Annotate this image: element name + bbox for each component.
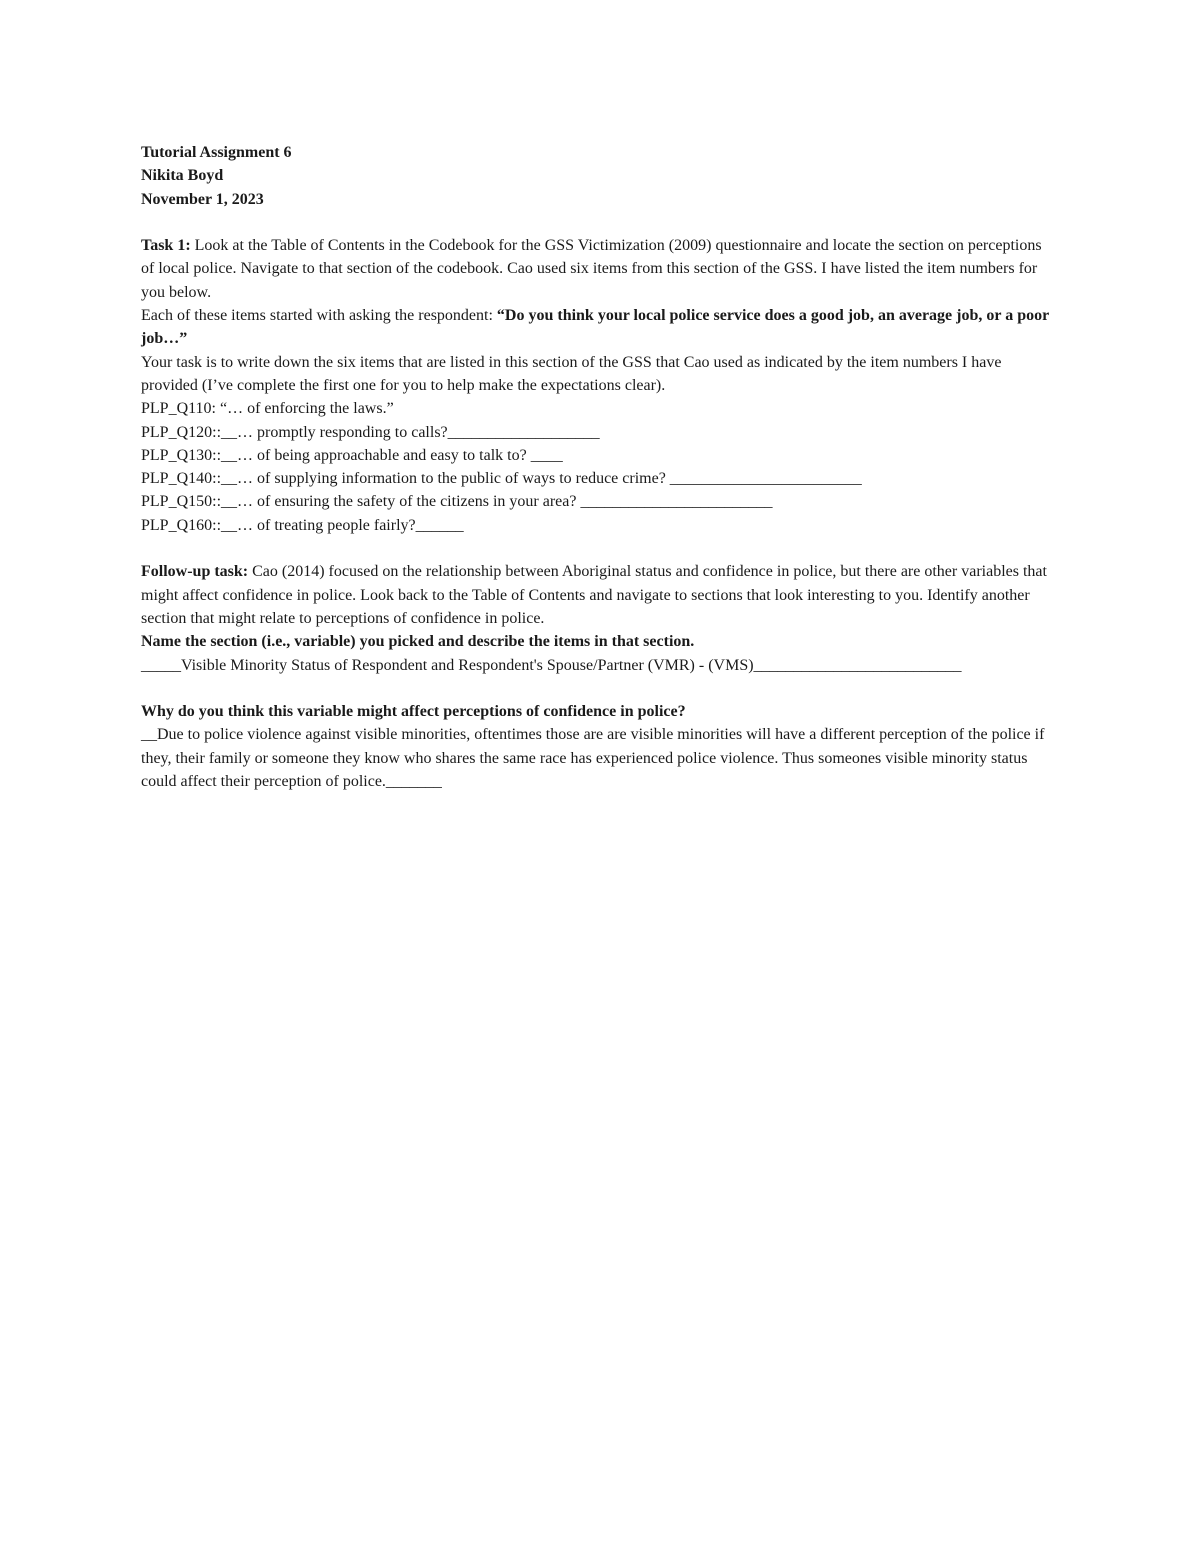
- followup-question-1: Name the section (i.e., variable) you picked and describe the items in that section.: [141, 633, 695, 651]
- item-plp-q120: PLP_Q120::__… promptly responding to calls?___________________: [141, 423, 600, 441]
- author-name: Nikita Boyd: [141, 167, 224, 185]
- followup-text: Cao (2014) focused on the relationship between Aboriginal status and confidence in police, but there are other variables that might affect confidence in police. Look back to the Table of Contents and navigate to sections that look interesting to you. Identify another section that might relate to perceptions of confidence in police.: [141, 563, 1047, 627]
- document-date: November 1, 2023: [141, 190, 264, 208]
- item-plp-q160: PLP_Q160::__… of treating people fairly?______: [141, 516, 464, 534]
- item-plp-q150: PLP_Q150::__… of ensuring the safety of the citizens in your area? ________________________: [141, 493, 773, 511]
- task1-prompt: [141, 304, 1056, 351]
- task1-instructions: Your task is to write down the six items that are listed in this section of the GSS that Cao used as indicated by the item numbers I have provided (I’ve complete the first one for you to help make the expectations clear).: [141, 353, 1002, 394]
- spacer: [141, 537, 1056, 560]
- followup-answer-1: _____Visible Minority Status of Respondent and Respondent's Spouse/Partner (VMR) - (VMS)__________________________: [141, 656, 962, 674]
- followup-answer-2: __Due to police violence against visible minorities, oftentimes those are are visible minorities will have a different perception of the police if they, their family or someone they know who shares the same race has experienced police violence. Thus someones visible minority status could affect their perception of police._______: [141, 726, 1045, 791]
- task1-text: Look at the Table of Contents in the Codebook for the GSS Victimization (2009) questionnaire and locate the section on perceptions of local police. Navigate to that section of the codebook. Cao used six items from this section of the GSS. I have listed the item numbers for you below.: [141, 237, 1042, 301]
- item-plp-q110: PLP_Q110: “… of enforcing the laws.”: [141, 400, 394, 418]
- document-body: [141, 141, 1056, 793]
- item-plp-q130: PLP_Q130::__… of being approachable and easy to talk to? ____: [141, 446, 563, 464]
- spacer: [141, 677, 1056, 700]
- task1-prompt-question: “Do you think your local police service does a good job, an average job, or a poor job…”: [141, 307, 1049, 348]
- item-plp-q140: PLP_Q140::__… of supplying information to the public of ways to reduce crime? ________________________: [141, 470, 862, 488]
- followup-paragraph: [141, 560, 1056, 630]
- task1-label: Task 1:: [141, 237, 191, 255]
- followup-question-2: Why do you think this variable might affect perceptions of confidence in police?: [141, 703, 686, 721]
- assignment-title: Tutorial Assignment 6: [141, 144, 292, 161]
- followup-label: Follow-up task:: [141, 563, 249, 581]
- task1-paragraph: [141, 234, 1056, 304]
- spacer: [141, 211, 1056, 234]
- task1-prompt-intro: Each of these items started with asking the respondent:: [141, 307, 497, 325]
